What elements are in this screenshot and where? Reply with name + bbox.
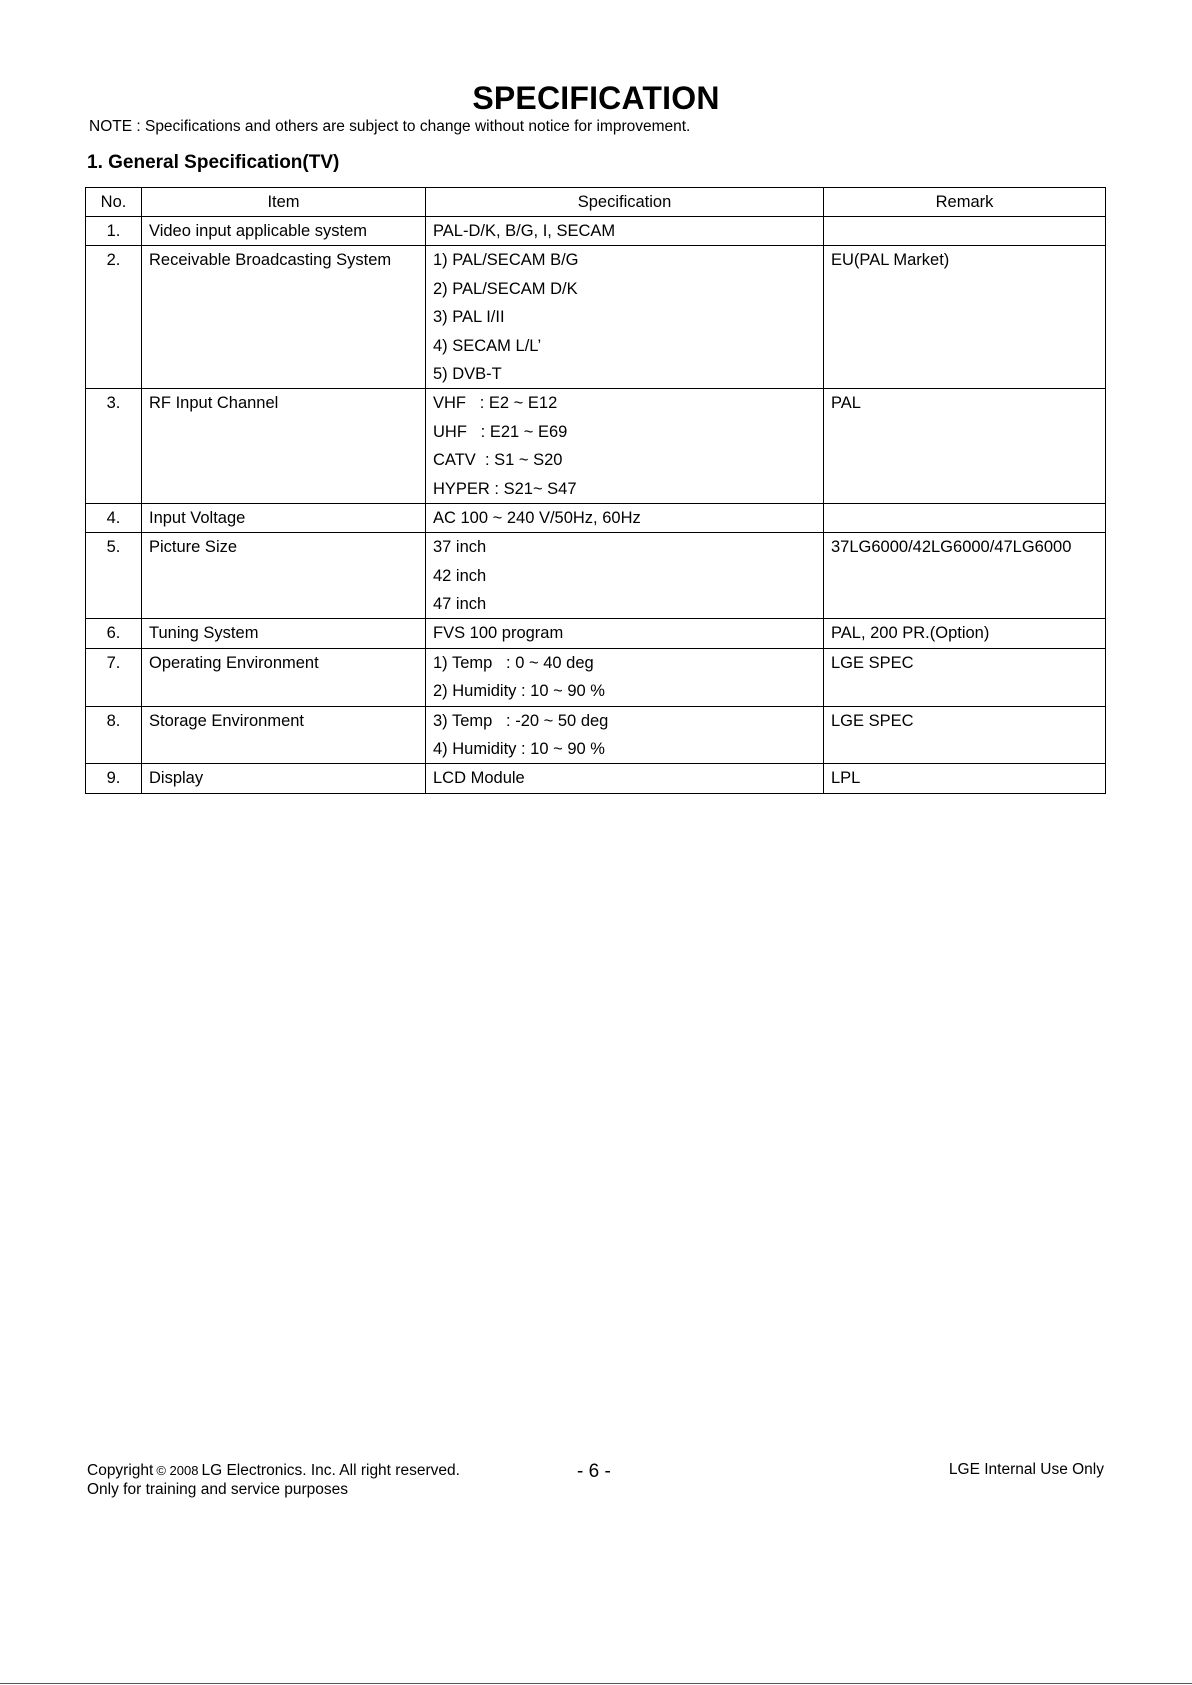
page-number: - 6 - <box>577 1461 611 1482</box>
copyright-suffix: LG Electronics. Inc. All right reserved. <box>201 1462 460 1479</box>
row-specification <box>426 533 824 619</box>
table-row <box>86 648 1106 706</box>
header-specification: Specification <box>426 188 824 217</box>
spec-line: 1) Temp : 0 ~ 40 deg <box>433 653 594 672</box>
row-item: Storage Environment <box>142 706 426 764</box>
spec-line: FVS 100 program <box>433 624 564 643</box>
row-remark: PAL <box>824 389 1106 504</box>
row-item: Video input applicable system <box>142 217 426 246</box>
spec-line: UHF : E21 ~ E69 <box>433 422 568 441</box>
table-row <box>86 533 1106 619</box>
table-row <box>86 503 1106 532</box>
row-item: Picture Size <box>142 533 426 619</box>
header-item: Item <box>142 188 426 217</box>
table-row <box>86 389 1106 504</box>
purpose-line: Only for training and service purposes <box>87 1481 349 1498</box>
row-remark: EU(PAL Market) <box>824 246 1106 389</box>
spec-line: VHF : E2 ~ E12 <box>433 394 558 413</box>
row-number: 3. <box>86 389 142 504</box>
specification-note: NOTE : Specifications and others are subject to change without notice for improvement. <box>89 118 691 135</box>
row-number: 2. <box>86 246 142 389</box>
table-row <box>86 764 1106 793</box>
row-remark <box>824 217 1106 246</box>
spec-line: AC 100 ~ 240 V/50Hz, 60Hz <box>433 508 641 527</box>
spec-line: CATV : S1 ~ S20 <box>433 451 563 470</box>
row-item: Display <box>142 764 426 793</box>
spec-line: PAL-D/K, B/G, I, SECAM <box>433 222 616 240</box>
spec-line: 5) DVB-T <box>433 364 502 383</box>
row-specification <box>426 503 824 532</box>
page-title: SPECIFICATION <box>472 80 720 116</box>
page-bottom-divider <box>0 1683 1192 1684</box>
row-remark: LPL <box>824 764 1106 793</box>
general-specification-table <box>85 187 1106 794</box>
spec-line: 1) PAL/SECAM B/G <box>433 251 579 270</box>
row-item: Receivable Broadcasting System <box>142 246 426 389</box>
copyright-line <box>87 1461 460 1480</box>
copyright-prefix: Copyright <box>87 1462 154 1479</box>
section-heading: 1. General Specification(TV) <box>87 152 340 173</box>
row-number: 8. <box>86 706 142 764</box>
spec-line: 42 inch <box>433 566 487 585</box>
table-body <box>86 217 1106 794</box>
internal-use-label: LGE Internal Use Only <box>948 1461 1104 1478</box>
row-specification <box>426 217 824 246</box>
spec-line: 4) SECAM L/L’ <box>433 336 542 355</box>
table-row <box>86 217 1106 246</box>
row-specification <box>426 648 824 706</box>
spec-line: 3) PAL I/II <box>433 308 505 327</box>
header-remark: Remark <box>824 188 1106 217</box>
row-remark: 37LG6000/42LG6000/47LG6000 <box>824 533 1106 619</box>
row-number: 9. <box>86 764 142 793</box>
header-no: No. <box>86 188 142 217</box>
row-number: 4. <box>86 503 142 532</box>
row-item: Tuning System <box>142 619 426 648</box>
row-number: 1. <box>86 217 142 246</box>
footer-copyright-block <box>87 1461 460 1499</box>
table-row <box>86 706 1106 764</box>
row-item: Input Voltage <box>142 503 426 532</box>
spec-line: 2) Humidity : 10 ~ 90 % <box>433 682 605 701</box>
table-header <box>86 188 1106 217</box>
spec-line: 47 inch <box>433 595 487 614</box>
row-number: 6. <box>86 619 142 648</box>
row-remark: PAL, 200 PR.(Option) <box>824 619 1106 648</box>
copyright-symbol: © 2008 <box>156 1463 199 1478</box>
spec-line: 37 inch <box>433 538 487 557</box>
row-remark <box>824 503 1106 532</box>
row-specification <box>426 764 824 793</box>
row-remark: LGE SPEC <box>824 648 1106 706</box>
spec-line: LCD Module <box>433 769 525 788</box>
spec-line: 4) Humidity : 10 ~ 90 % <box>433 740 605 759</box>
row-number: 5. <box>86 533 142 619</box>
table-header-row <box>86 188 1106 217</box>
row-item: Operating Environment <box>142 648 426 706</box>
row-specification <box>426 619 824 648</box>
row-specification <box>426 246 824 389</box>
row-specification <box>426 389 824 504</box>
row-remark: LGE SPEC <box>824 706 1106 764</box>
spec-line: 2) PAL/SECAM D/K <box>433 279 578 298</box>
table-row <box>86 619 1106 648</box>
row-number: 7. <box>86 648 142 706</box>
row-specification <box>426 706 824 764</box>
spec-line: 3) Temp : -20 ~ 50 deg <box>433 711 609 730</box>
spec-line: HYPER : S21~ S47 <box>433 479 577 498</box>
table-row <box>86 246 1106 389</box>
row-item: RF Input Channel <box>142 389 426 504</box>
